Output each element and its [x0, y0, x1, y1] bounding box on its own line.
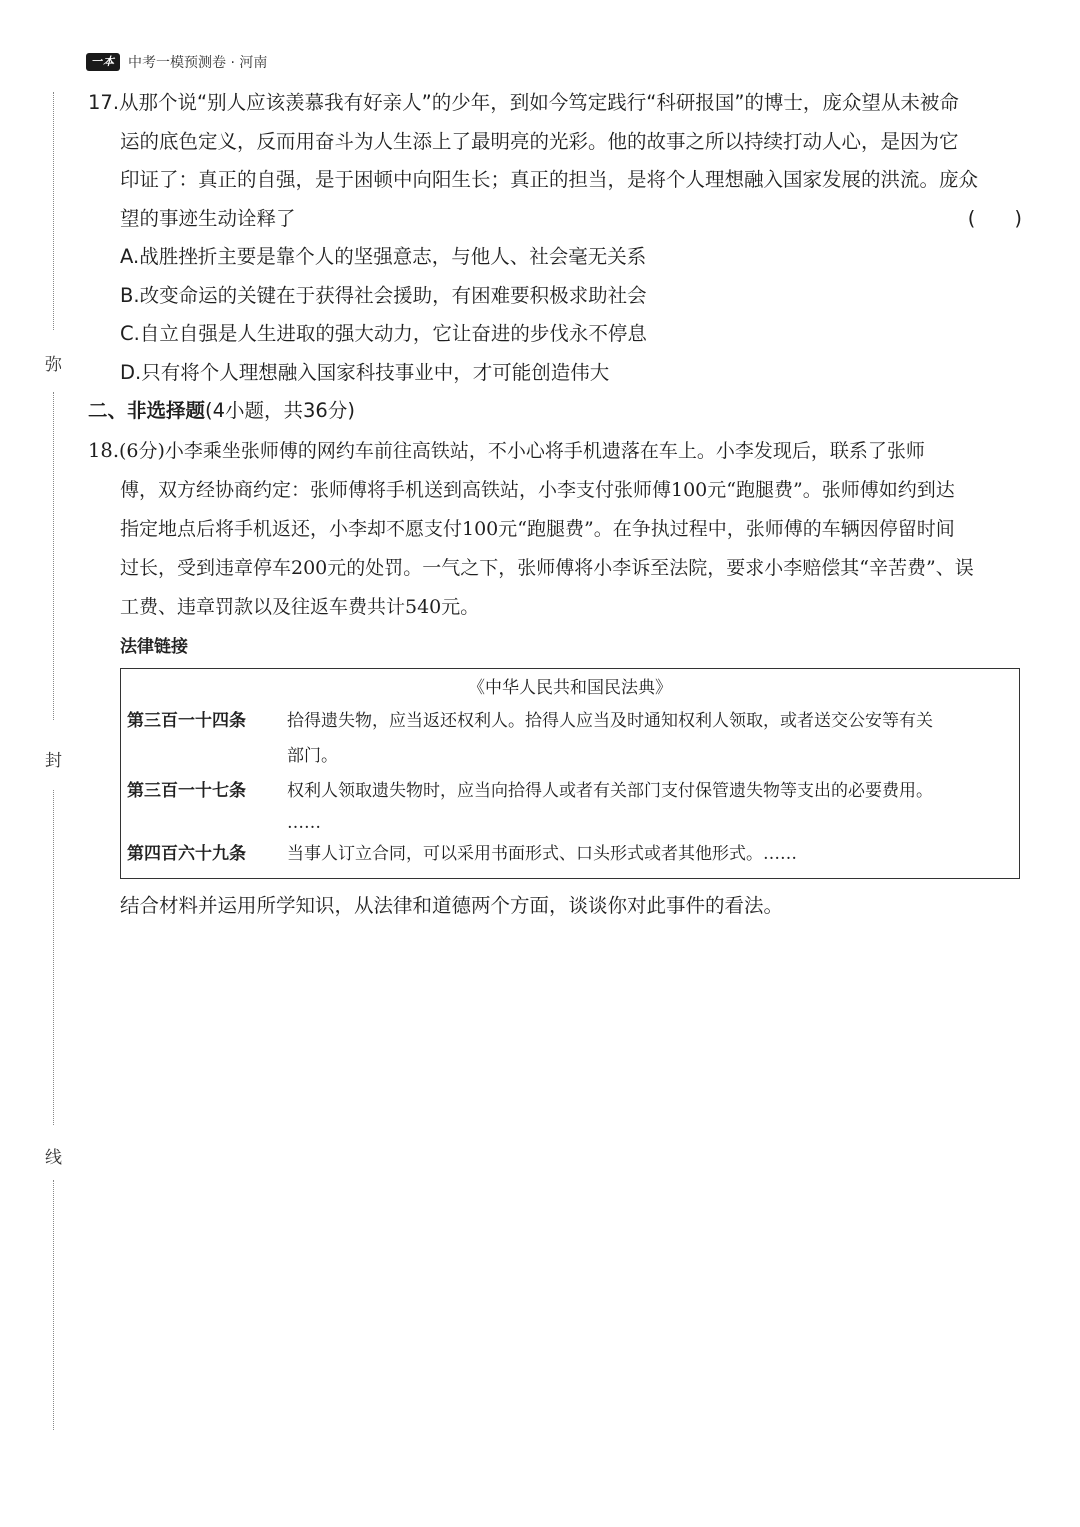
- seal-line-bottom: [53, 1180, 54, 1430]
- law-article-317: [121, 774, 1019, 809]
- answer-bracket: ( ): [967, 206, 1022, 230]
- article-text: 拾得遗失物，应当返还权利人。拾得人应当及时通知权利人领取，或者送交公安等有关 部门。: [287, 710, 933, 766]
- q17-option-a: A.战胜挫折主要是靠个人的坚强意志，与他人、社会毫无关系: [120, 245, 647, 268]
- article-text: 权利人领取遗失物时，应当向拾得人或者有关部门支付保管遗失物等支出的必要费用。: [287, 780, 933, 801]
- article-number: 第三百一十四条: [127, 710, 246, 731]
- question-17-stem: [88, 84, 1022, 238]
- article-number: 第三百一十七条: [127, 780, 246, 801]
- q17-option-d: D.只有将个人理想融入国家科技事业中，才可能创造伟大: [120, 360, 610, 384]
- law-book-title: 《中华人民共和国民法典》: [468, 677, 672, 698]
- page-content: [88, 84, 1022, 925]
- law-link-label: 法律链接: [120, 636, 188, 657]
- exam-title: 中考一模预测卷 · 河南: [128, 55, 268, 71]
- brand-logo: 一本: [86, 53, 120, 71]
- q17-line-2: 运的底色定义，反而用奋斗为人生添上了最明亮的光彩。他的故事之所以持续打动人心，是因为它: [120, 129, 959, 153]
- law-article-469: [121, 837, 1019, 872]
- q18-line-2: 傅，双方经协商约定：张师傅将手机送到高铁站，小李支付张师傅100元“跑腿费”。张师傅如约到达: [120, 478, 955, 501]
- q17-option-c: C.自立自强是人生进取的强大动力，它让奋进的步伐永不停息: [120, 322, 647, 345]
- q18-line-5: 工费、违章罚款以及往返车费共计540元。: [120, 595, 480, 618]
- page-header: [86, 51, 267, 73]
- q17-line-4: 望的事迹生动诠释了: [120, 206, 296, 230]
- q18-line-1: 18.(6分)小李乘坐张师傅的网约车前往高铁站，不小心将手机遗落在车上。小李发现后，联系了张师: [88, 438, 925, 462]
- q18-line-4: 过长，受到违章停车200元的处罚。一气之下，张师傅将小李诉至法院，要求小李赔偿其“辛苦费”、误: [120, 556, 974, 579]
- margin-char-feng: 封: [45, 751, 62, 771]
- law-article-314: [121, 704, 1019, 774]
- q18-number: 18.: [88, 438, 120, 462]
- q18-prompt: 结合材料并运用所学知识，从法律和道德两个方面，谈谈你对此事件的看法。: [120, 893, 784, 917]
- article-text: 当事人订立合同，可以采用书面形式、口头形式或者其他形式。……: [287, 843, 797, 864]
- section-2-heading: 二、非选择题(4小题，共36分): [88, 399, 355, 422]
- q17-option-b: B.改变命运的关键在于获得社会援助，有困难要积极求助社会: [120, 283, 647, 307]
- article-number: 第四百六十九条: [127, 843, 246, 864]
- seal-line-top: [53, 92, 54, 330]
- q17-line-1: 17.从那个说“别人应该羡慕我有好亲人”的少年，到如今笃定践行“科研报国”的博士，庞众望从未被命: [88, 91, 959, 114]
- margin-char-mi: 弥: [45, 355, 62, 375]
- q17-line-3: 印证了：真正的自强，是于困顿中向阳生长；真正的担当，是将个人理想融入国家发展的洪流。庞众: [120, 168, 979, 191]
- seal-line-middle-lower: [53, 790, 54, 1125]
- law-ellipsis: ……: [287, 812, 321, 833]
- q18-line-3: 指定地点后将手机返还，小李却不愿支付100元“跑腿费”。在争执过程中，张师傅的车辆因停留时间: [120, 517, 955, 540]
- margin-char-xian: 线: [45, 1148, 62, 1168]
- seal-line-middle-upper: [53, 392, 54, 720]
- law-excerpt-box: [120, 668, 1020, 879]
- q17-number: 17.: [88, 91, 120, 114]
